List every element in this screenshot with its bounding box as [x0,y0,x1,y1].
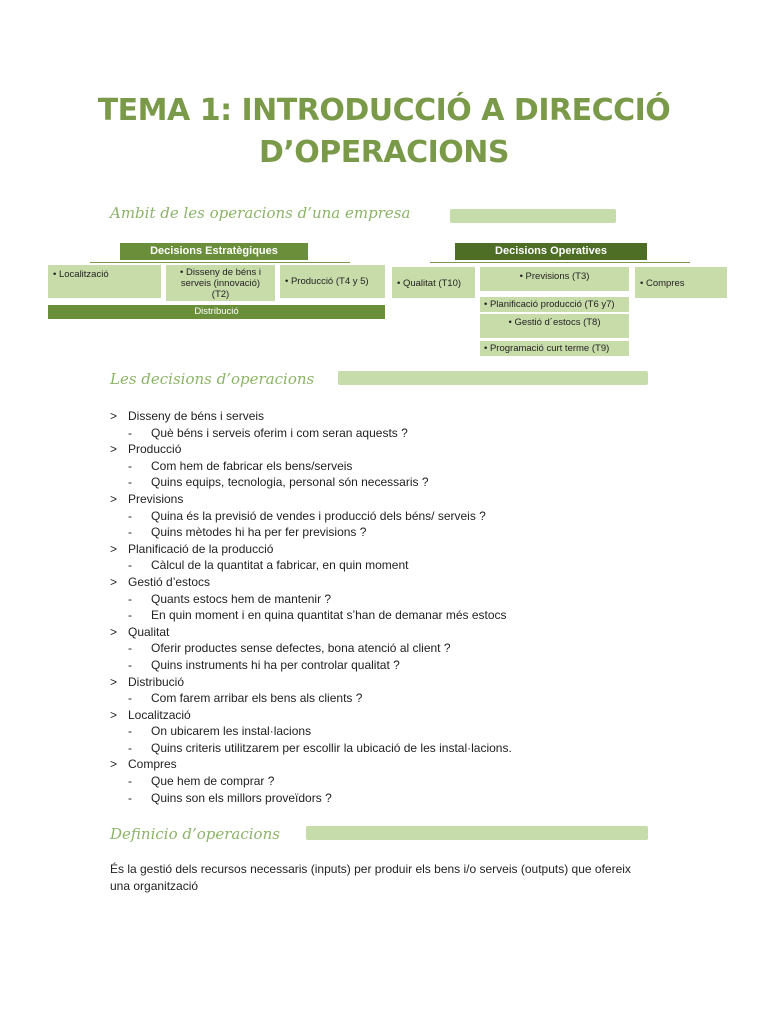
list-item: - Oferir productes sense defectes, bona atenció al client ? [128,641,451,656]
strategic-header: Decisions Estratègiques [120,243,308,260]
section-heading-definicio [110,822,650,846]
list-item: > Previsions [110,491,184,506]
list-item: > Distribució [110,674,185,689]
list-item: - Com hem de fabricar els bens/serveis [128,458,353,473]
section-label: Definicio d’operacions [110,825,280,843]
section-highlight-bar [450,209,616,223]
operative-sub-gestio-estocs: • Gestió d´estocs (T8) [480,314,629,338]
section-highlight-bar [306,826,648,840]
list-item: - Càlcul de la quantitat a fabricar, en quin moment [128,558,409,573]
section-highlight-bar [338,371,648,385]
operative-item-qualitat: • Qualitat (T10) [392,267,475,298]
operative-header: Decisions Operatives [455,243,647,260]
list-item: - Què béns i serveis oferim i com seran aquests ? [128,425,408,440]
operative-item-compres: • Compres [635,267,727,298]
operative-sub-programacio: • Programació curt terme (T9) [480,341,629,356]
list-item: > Gestió d’estocs [110,574,211,589]
list-item: > Qualitat [110,624,170,639]
connector-line [90,262,350,263]
list-item: - En quin moment i en quina quantitat s’han de demanar més estocs [128,608,507,623]
list-item: > Producció [110,442,182,457]
list-item: - Quins mètodes hi ha per fer previsions ? [128,525,367,540]
list-item: - Quins criteris utilitzarem per escollir la ubicació de les instal·lacions. [128,740,512,755]
strategic-item-localitzacio: • Localització [48,265,161,298]
section-heading-decisions [110,367,650,391]
list-item: > Compres [110,757,177,772]
list-item: - Quants estocs hem de mantenir ? [128,591,332,606]
page-title-line-2: D’OPERACIONS [259,135,509,170]
list-item: - Quins son els millors proveïdors ? [128,790,332,805]
list-item: - On ubicarem les instal·lacions [128,724,312,739]
list-item: > Localització [110,707,191,722]
list-item: - Com farem arribar els bens als clients ? [128,691,363,706]
section-label: Les decisions d’operacions [110,370,315,388]
list-item: - Quins instruments hi ha per controlar qualitat ? [128,657,400,672]
list-item: - Quina és la previsió de vendes i producció dels béns/ serveis ? [128,508,486,523]
list-item: > Planificació de la producció [110,541,274,556]
page-title-line-1: TEMA 1: INTRODUCCIÓ A DIRECCIÓ [97,93,671,128]
strategic-item-disseny: • Disseny de béns i serveis (innovació) (T2) [166,265,275,301]
strategic-item-produccio: • Producció (T4 y 5) [280,265,385,298]
operative-item-previsions: • Previsions (T3) [480,267,629,291]
strategic-footer-distribucio: Distribució [48,305,385,319]
section-label: Ambit de les operacions d’una empresa [110,204,411,222]
list-item: - Que hem de comprar ? [128,774,275,789]
connector-line [430,262,690,263]
list-item: - Quins equips, tecnologia, personal són necessaris ? [128,475,429,490]
list-item: > Disseny de béns i serveis [110,409,265,423]
operative-sub-planificacio: • Planificació producció (T6 y7) [480,297,629,312]
section-heading-ambit [110,201,620,225]
definition-paragraph: És la gestió dels recursos necessaris (inputs) per produir els bens i/o serveis (outputs) que ofereix una organització [110,862,631,893]
decisions-list [110,408,670,806]
